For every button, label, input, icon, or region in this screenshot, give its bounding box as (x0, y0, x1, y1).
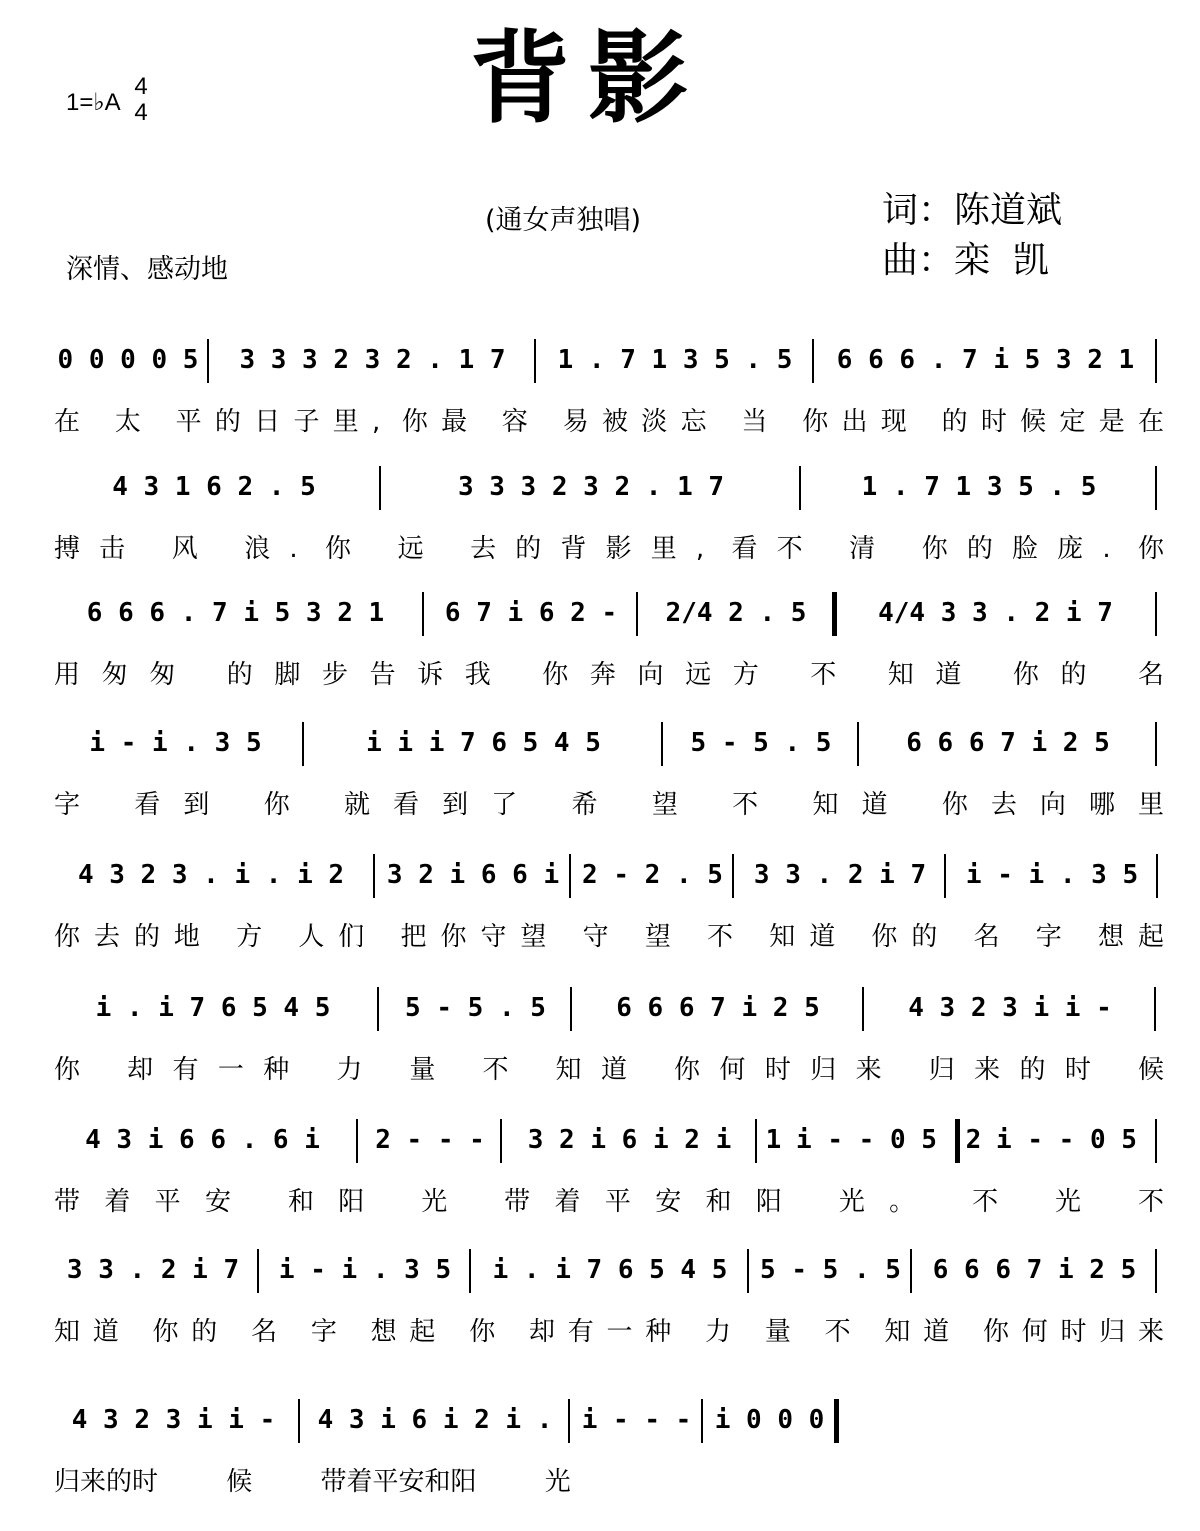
measure-notes: 6 6 6 7 i 2 5 (616, 993, 820, 1023)
time-signature: 4 4 (134, 73, 148, 126)
lyrics-text: 你去的地 方 人们 把你守望 守 望 不 知道 你的 名 字 想起 (54, 922, 1164, 952)
measure-notes: i i i 7 6 5 4 5 (366, 728, 601, 758)
lyrics-line (54, 1053, 1164, 1093)
barline (944, 854, 946, 898)
barline (373, 854, 375, 898)
measure-notes: 1 (765, 1125, 782, 1155)
lyrics-line (54, 920, 1164, 960)
barline (570, 987, 572, 1031)
measure-notes: 6 7 i 6 2 - (444, 598, 618, 628)
lyrics-line (54, 1185, 1164, 1225)
barline (755, 1119, 757, 1163)
barline (832, 592, 837, 636)
lyrics-text: 知道 你的 名 字 想起 你 却有一种 力 量 不 知道 你何时归来 (54, 1317, 1164, 1347)
lyrics-line (54, 658, 1164, 698)
measure-notes: i . i 7 6 5 4 5 (95, 993, 331, 1023)
barline (636, 592, 638, 636)
barline (812, 339, 814, 383)
lyrics-text: 在 太 平的日子里, 你最 容 易被淡忘 当 你出现 的时候定是在 (54, 407, 1164, 437)
measure-notes: 3 3 3 2 3 2 . 1 7 (457, 472, 725, 502)
lyrics-text: 字 看到 你 就看到了 希 望 不 知道 你去向哪里 (54, 790, 1164, 820)
barline (1156, 854, 1158, 898)
barline (661, 722, 663, 766)
lyrics-line (54, 1315, 1164, 1355)
barline (862, 987, 864, 1031)
barline (257, 1249, 259, 1293)
barline (568, 1399, 570, 1443)
measure-notes: i - - - (581, 1405, 692, 1435)
barline (569, 854, 571, 898)
barline (356, 1119, 358, 1163)
measure-notes: 2 (965, 1125, 982, 1155)
measure-notes: 0 0 0 0 5 (57, 345, 199, 375)
notes-line (54, 462, 1164, 510)
barline (1155, 1249, 1157, 1293)
barline (1155, 722, 1157, 766)
lyrics-text: 搏击 风 浪. 你 远 去的背影里, 看不 清 你的脸庞. 你 (54, 534, 1164, 564)
measure-notes: i - i . 3 5 (89, 728, 262, 758)
barline (857, 722, 859, 766)
notes-line (54, 850, 1164, 898)
measure-notes: 4 3 i 6 6 . 6 i (85, 1125, 320, 1155)
lyrics-line (54, 788, 1164, 828)
measure-notes: 2 - - - (375, 1125, 485, 1155)
lyrics-text: 用匆匆 的脚步告诉我 你奔向远方 不 知道 你的 名 (54, 660, 1164, 690)
barline (500, 1119, 502, 1163)
notes-line (54, 1115, 1164, 1163)
barline (799, 466, 801, 510)
lyrics-line (54, 1465, 1164, 1505)
measure-notes: 6 6 6 7 i 2 5 (906, 728, 1110, 758)
barline (747, 1249, 749, 1293)
measure-notes: i - - 0 5 (996, 1125, 1137, 1155)
performance-note: (通女声独唱) (485, 205, 642, 236)
song-title: 背影 (470, 19, 706, 137)
notes-line (54, 718, 1164, 766)
measure-notes: 5 - 5 . 5 (690, 728, 832, 758)
lyrics-text: 归来的时 候 带着平安和阳 光 (54, 1467, 571, 1497)
barline (701, 1399, 703, 1443)
barline (955, 1119, 960, 1163)
measure-notes: 4 3 i 6 i 2 i . (317, 1405, 553, 1435)
barline (1155, 1119, 1157, 1163)
barline (1155, 466, 1157, 510)
measure-notes: 4/4 3 3 . 2 i 7 (878, 598, 1113, 628)
notes-line (54, 335, 1164, 383)
measure-notes: 3 3 . 2 i 7 (66, 1255, 240, 1285)
barline (379, 466, 381, 510)
notes-line (54, 1395, 1164, 1443)
measure-notes: 3 3 3 2 3 2 . 1 7 (239, 345, 506, 375)
measure-notes: 5 - 5 . 5 (405, 993, 546, 1023)
barline (207, 339, 209, 383)
barline (469, 1249, 471, 1293)
lyrics-text: 你 却有一种 力 量 不 知道 你何时归来 归来的时 候 (54, 1055, 1164, 1085)
barline (1155, 339, 1157, 383)
lyrics-line (54, 532, 1164, 572)
notes-line (54, 588, 1164, 636)
measure-notes: i - - 0 5 (796, 1125, 937, 1155)
composer-credit: 曲：栾 凯 (882, 240, 1049, 281)
measure-notes: 4 3 2 3 . i . i 2 (77, 860, 345, 890)
barline (910, 1249, 912, 1293)
lyrics-text: 带着平安 和阳 光 带着平安和阳 光。 不 光 不 (54, 1187, 1164, 1217)
lyrics-line (54, 405, 1164, 445)
measure-notes: i . i 7 6 5 4 5 (492, 1255, 728, 1285)
barline (534, 339, 536, 383)
notes-line (54, 983, 1164, 1031)
measure-notes: 2/4 2 . 5 (665, 598, 807, 628)
barline (732, 854, 734, 898)
measure-notes: 4 3 2 3 i i - (71, 1405, 276, 1435)
measure-notes: 6 6 6 7 i 2 5 (932, 1255, 1137, 1285)
barline (298, 1399, 300, 1443)
measure-notes: i - i . 3 5 (965, 860, 1139, 890)
measure-notes: 3 3 . 2 i 7 (753, 860, 927, 890)
key-signature: 1=♭A (66, 89, 121, 116)
barline (834, 1399, 839, 1443)
measure-notes: 1 . 7 1 3 5 . 5 (861, 472, 1097, 502)
measure-notes: 2 - 2 . 5 (582, 860, 723, 890)
measure-notes: 5 - 5 . 5 (760, 1255, 901, 1285)
measure-notes: 6 6 6 . 7 i 5 3 2 1 (86, 598, 385, 628)
tempo-marking: 深情、感动地 (66, 254, 228, 285)
measure-notes: 4 3 2 3 i i - (908, 993, 1112, 1023)
measure-notes: 3 2 i 6 6 i (386, 860, 560, 890)
lyricist-credit: 词：陈道斌 (882, 190, 1063, 231)
barline (1155, 592, 1157, 636)
barline (377, 987, 379, 1031)
measure-notes: 6 6 6 . 7 i 5 3 2 1 (836, 345, 1135, 375)
measure-notes: 3 2 i 6 i 2 i (527, 1125, 732, 1155)
barline (1154, 987, 1156, 1031)
measure-notes: i 0 0 0 (714, 1405, 825, 1435)
measure-notes: 1 . 7 1 3 5 . 5 (557, 345, 793, 375)
barline (302, 722, 304, 766)
barline (422, 592, 424, 636)
measure-notes: i - i . 3 5 (278, 1255, 452, 1285)
notes-line (54, 1245, 1164, 1293)
measure-notes: 4 3 1 6 2 . 5 (112, 472, 316, 502)
